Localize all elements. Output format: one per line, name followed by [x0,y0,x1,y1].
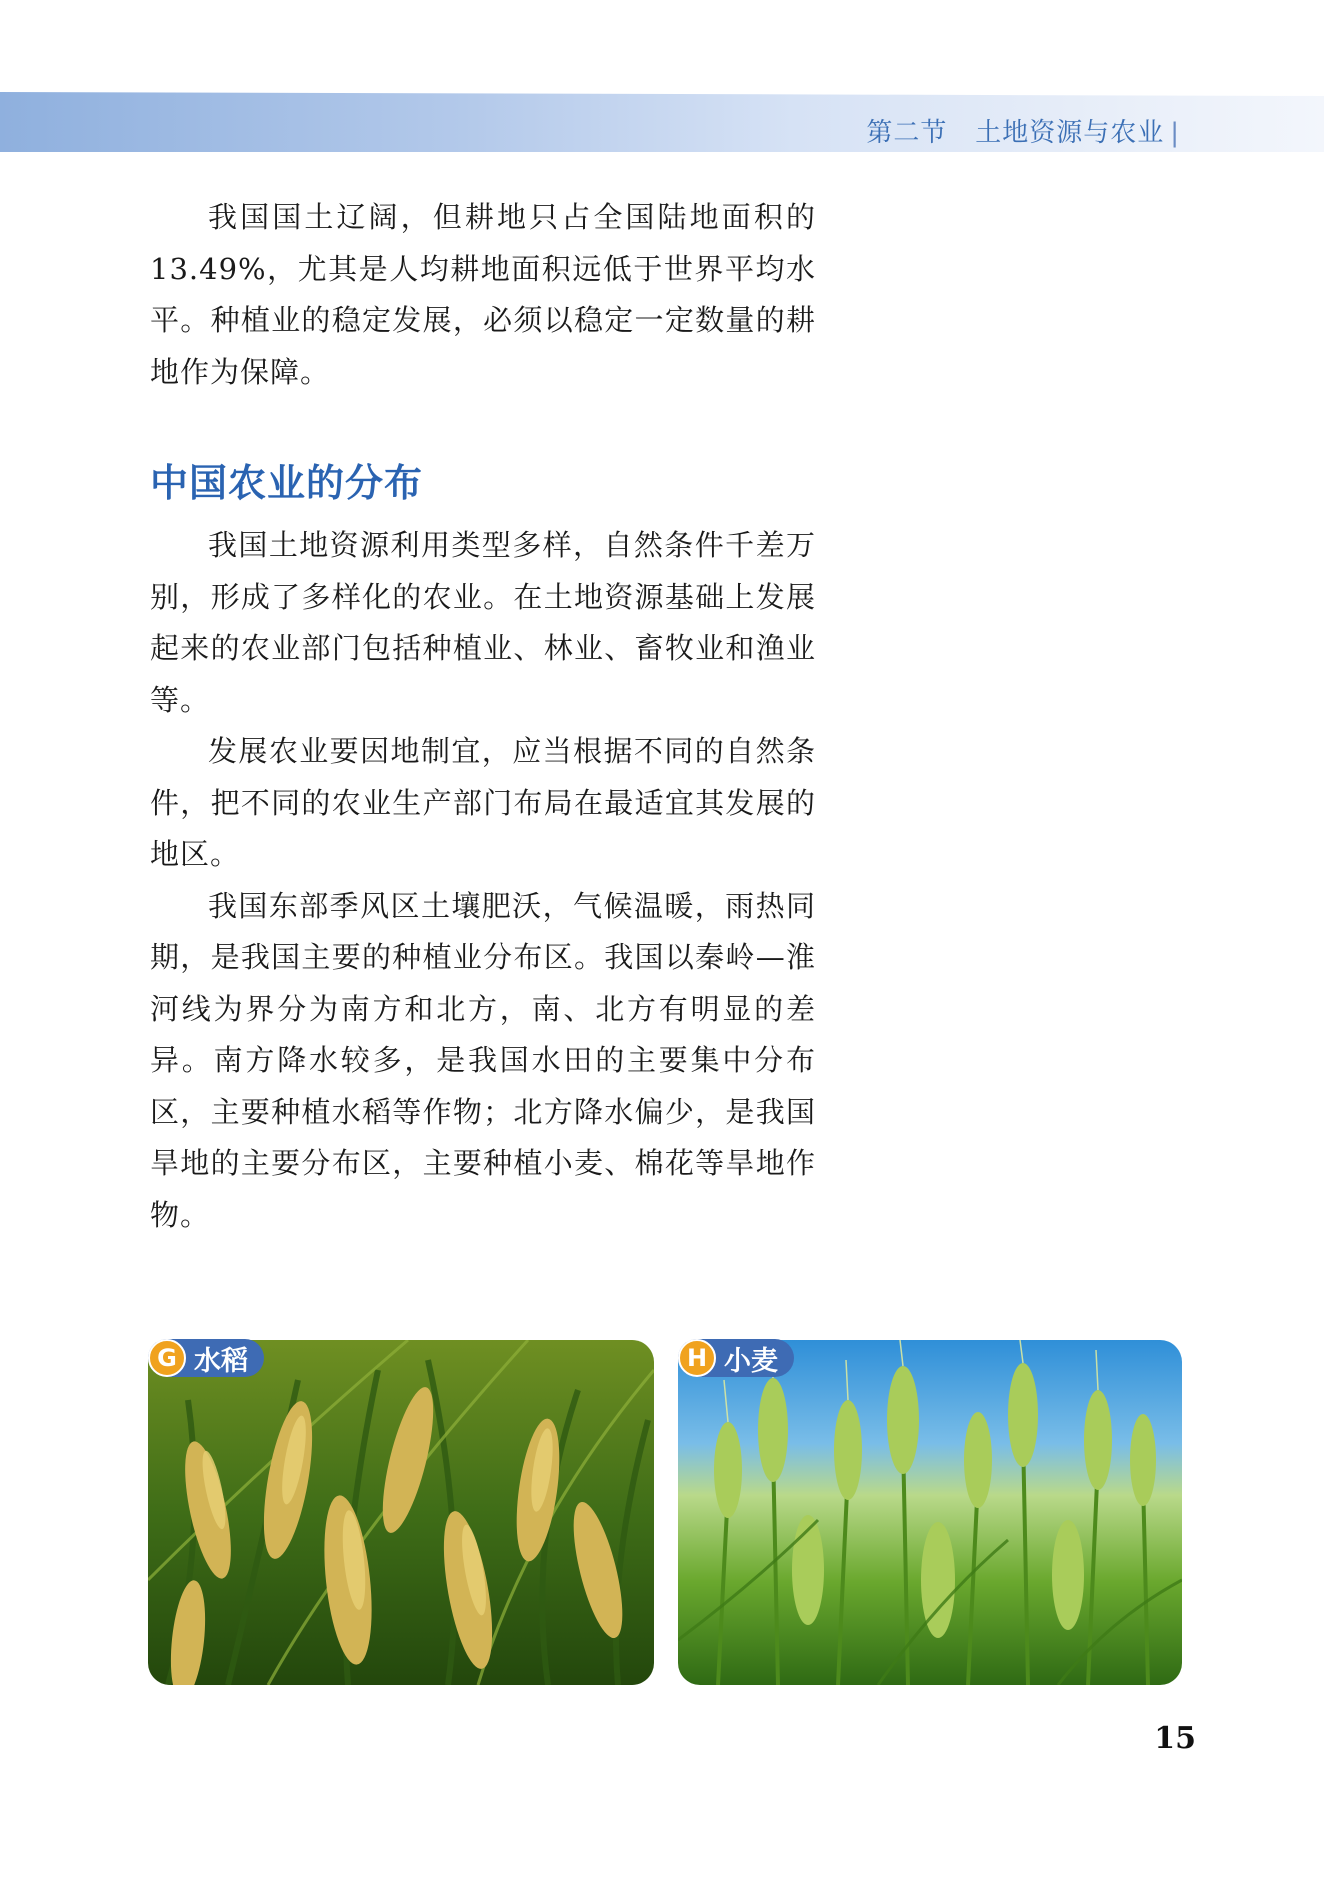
body-paragraph: 发展农业要因地制宜，应当根据不同的自然条件，把不同的农业生产部门布局在最适宜其发展的地区。 [150,734,816,871]
intro-block [150,192,816,398]
badge-g: G [148,1339,186,1377]
rice-illustration [148,1340,654,1685]
header-separator: | [1170,118,1180,148]
body-paragraph: 我国东部季风区土壤肥沃，气候温暖，雨热同期，是我国主要的种植业分布区。我国以秦岭—淮河线为界分为南方和北方，南、北方有明显的差异。南方降水较多，是我国水田的主要集中分布区，主要种植水稻等作物；北方降水偏少，是我国旱地的主要分布区，主要种植小麦、棉花等旱地作物。 [150,888,816,1232]
body-paragraph: 我国土地资源利用类型多样，自然条件千差万别，形成了多样化的农业。在土地资源基础上发展起来的农业部门包括种植业、林业、畜牧业和渔业等。 [150,528,816,717]
badge-h: H [678,1339,716,1377]
page-number: 15 [1154,1721,1196,1756]
rice-caption: 水稻 [194,1345,248,1377]
section-title: 中国农业的分布 [150,461,424,505]
body-block [150,520,816,1241]
header-section: 第二节 [866,118,948,148]
rice-label [148,1339,264,1377]
wheat-label [678,1339,794,1377]
intro-paragraph: 我国国土辽阔，但耕地只占全国陆地面积的13.49%，尤其是人均耕地面积远低于世界平均水平。种植业的稳定发展，必须以稳定一定数量的耕地作为保障。 [150,200,816,389]
header-title: 土地资源与农业 [975,118,1165,148]
chapter-header [866,112,1180,149]
wheat-caption: 小麦 [724,1345,778,1377]
wheat-illustration [678,1340,1182,1685]
rice-photo [148,1340,654,1685]
wheat-photo [678,1340,1182,1685]
